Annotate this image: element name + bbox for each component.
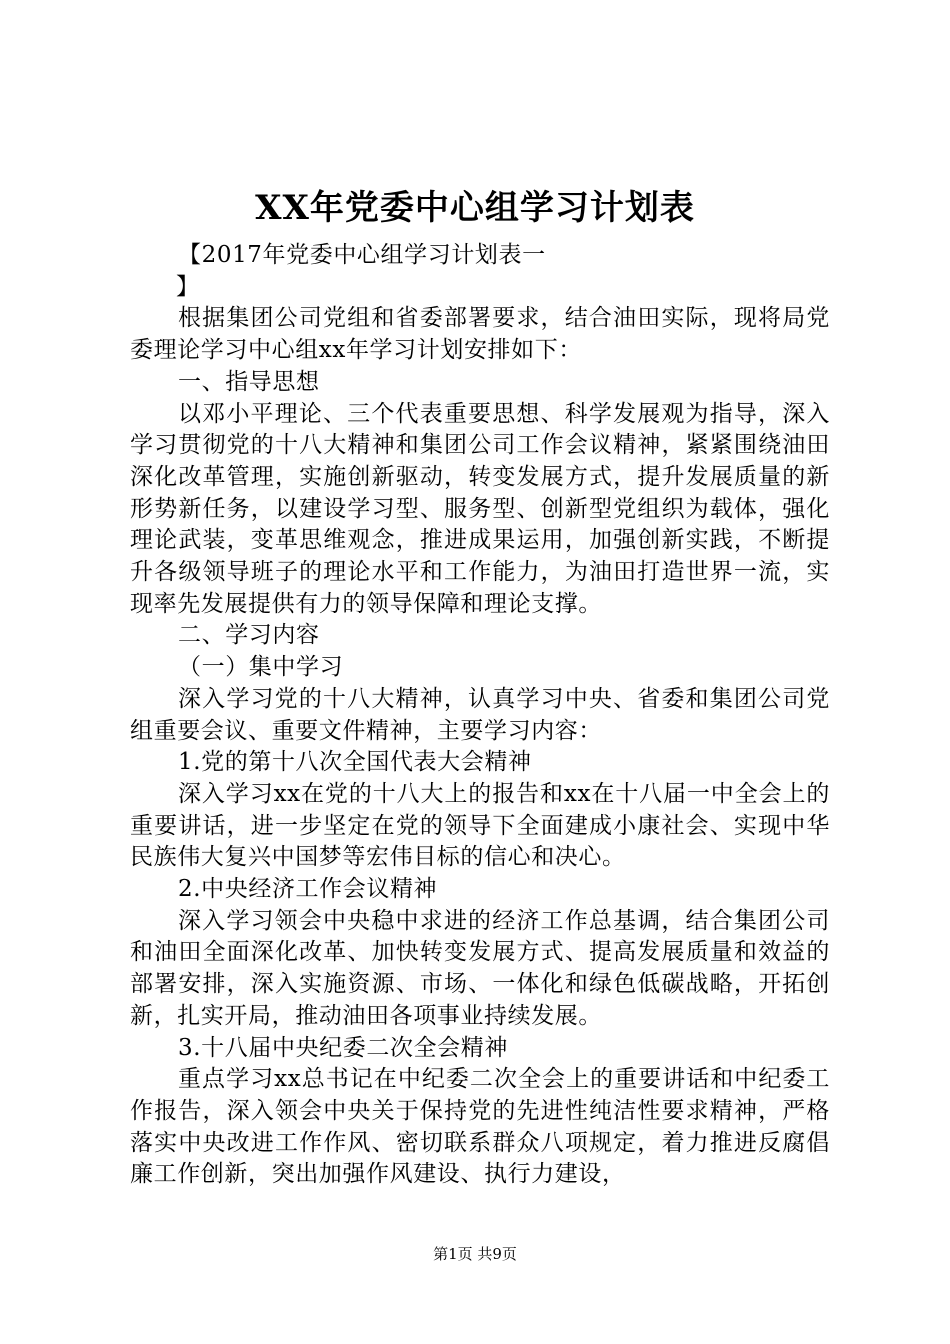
paragraph: 根据集团公司党组和省委部署要求，结合油田实际，现将局党委理论学习中心组xx年学习计划安排如下： [130, 305, 830, 364]
paragraph: 深入学习领会中央稳中求进的经济工作总基调，结合集团公司和油田全面深化改革、加快转变发展方式、提高发展质量和效益的部署安排，深入实施资源、市场、一体化和绿色低碳战略，开拓创新，扎实开局，推动油田各项事业持续发展。 [130, 907, 830, 1029]
paragraph: 】 [176, 273, 200, 300]
paragraph: 深入学习党的十八大精神，认真学习中央、省委和集团公司党组重要会议、重要文件精神，主要学习内容： [130, 685, 830, 744]
document-title: XX年党委中心组学习计划表 [255, 188, 695, 228]
section-heading: 二、学习内容 [178, 622, 320, 649]
paragraph: 【2017年党委中心组学习计划表一 [178, 242, 546, 268]
document-body [130, 240, 830, 1191]
paragraph: 以邓小平理论、三个代表重要思想、科学发展观为指导，深入学习贯彻党的十八大精神和集团公司工作会议精神，紧紧围绕油田深化改革管理，实施创新驱动，转变发展方式，提升发展质量的新形势新任务，以建设学习型、服务型、创新型党组织为载体，强化理论武装，变革思维观念，推进成果运用，加强创新实践，不断提升各级领导班子的理论水平和工作能力，为油田打造世界一流，实现率先发展提供有力的领导保障和理论支撑。 [130, 400, 830, 617]
item-heading: 1.党的第十八次全国代表大会精神 [178, 749, 532, 776]
paragraph: 深入学习xx在党的十八大上的报告和xx在十八届一中全会上的重要讲话，进一步坚定在党的领导下全面建成小康社会、实现中华民族伟大复兴中国梦等宏伟目标的信心和决心。 [130, 780, 830, 871]
paragraph: 重点学习xx总书记在中纪委二次全会上的重要讲话和中纪委工作报告，深入领会中央关于保持党的先进性纯洁性要求精神，严格落实中央改进工作作风、密切联系群众八项规定，着力推进反腐倡廉工作创新，突出加强作风建设、执行力建设， [130, 1066, 830, 1188]
item-heading: 3.十八届中央纪委二次全会精神 [178, 1034, 508, 1061]
item-heading: 2.中央经济工作会议精神 [178, 876, 438, 903]
subsection-heading: （一）集中学习 [178, 654, 344, 681]
section-heading: 一、指导思想 [178, 368, 320, 395]
page-number-footer: 第1页 共9页 [433, 1245, 517, 1263]
